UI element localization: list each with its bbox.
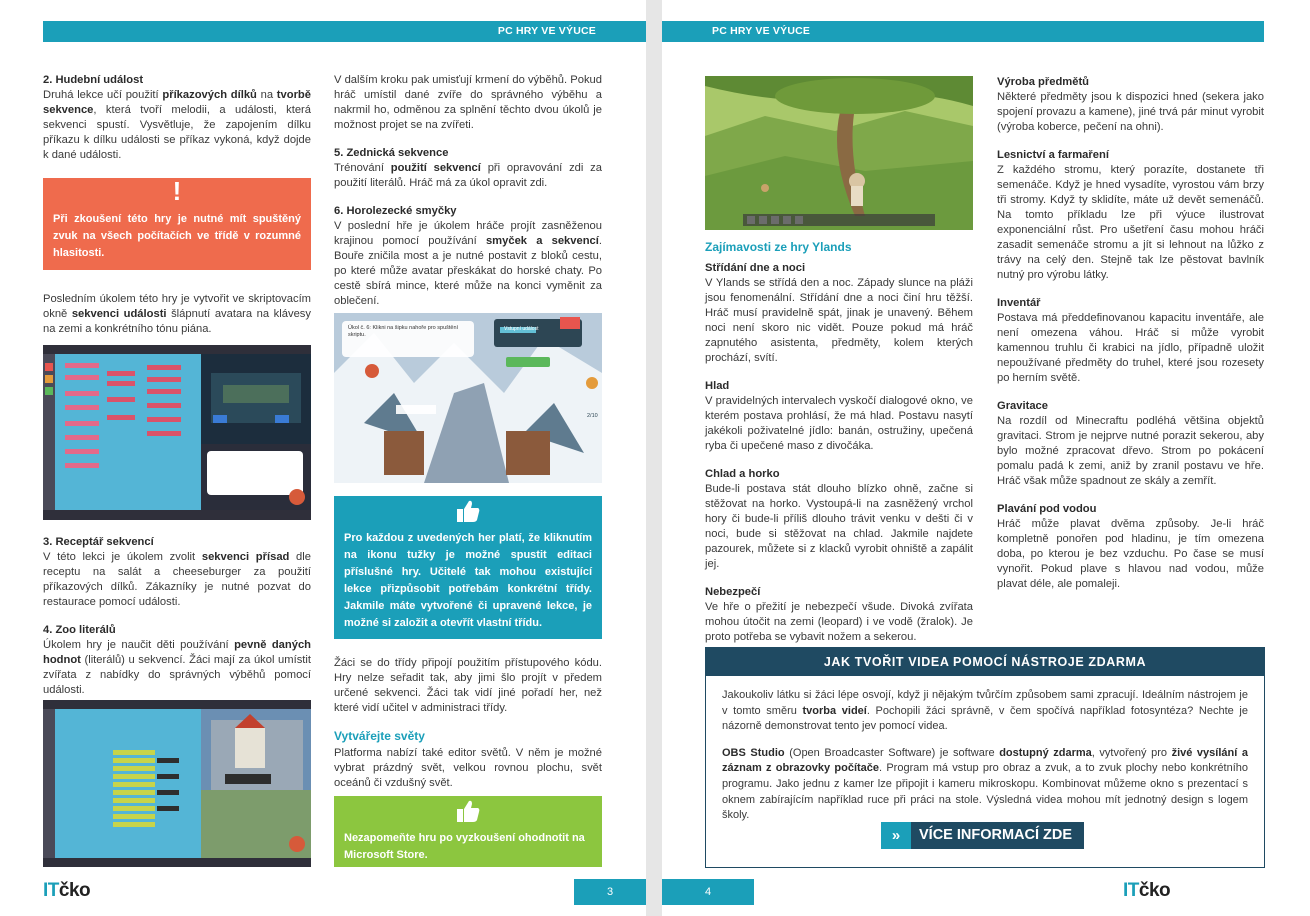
tip-text-rate: Nezapomeňte hru po vyzkoušení ohodnotit na Microsoft Store. xyxy=(344,832,585,861)
gravity-text: Na rozdíl od Minecraftu podléhá většina objektů gravitaci. Strom je nejprve nutné porazit sekerou, aby bylo možné zpracovat dřevo. Strom po pokácení pomalu padá k zemi, aniž by zranil postavu ve hře. Hráč však může spadnout ze skály a zemřít. xyxy=(997,415,1264,487)
page-number-left: 3 xyxy=(574,879,646,905)
forestry-text: Z každého stromu, který porazíte, dostanete tři semenáče. Když je hned vysadíte, vyrostou vám brzy tři stromy. Když ty sklidíte, máte už devět semenáčů. Na tomto příkladu lze při výuce ilustrovat exponenciální růst. Pro ušetření času mohou hráči zasadit semenáče stromu a jít si lehnout na lůžko z trávy na celý den. Stejně tak lze pěstovat bavlník nutný pro výrobu látky. xyxy=(997,164,1264,281)
screenshot-ylands xyxy=(705,76,973,230)
right-column-1 xyxy=(705,240,973,658)
snow-counter: 2/10 xyxy=(587,413,598,419)
itcko-logo-right: ITčko xyxy=(1123,880,1171,901)
day-night-text: V Ylands se střídá den a noc. Západy slunce na pláži jsou fenomenální. Střídání dne a noci činí hru těžší. Hráč musí pravidelně spát, jinak je unavený. Během noci není skoro nic vidět. Pouze pokud má hráč zapnutého asistenta, předměty, kolem kterých prochází, svítí. xyxy=(705,277,973,364)
exclamation-icon: ! xyxy=(172,176,182,206)
gravity-heading: Gravitace xyxy=(997,400,1048,412)
ylands-landscape-illustration xyxy=(705,76,973,230)
inventory-text: Postava má předdefinovanou kapacitu inventáře, ale není omezena váhou. Hráč si může vyrobit kamennou truhlu či krabici na jídlo, případně uložit nepoužívané předměty do truhel, které jsou rozesety po herním světě. xyxy=(997,312,1264,384)
inventory-heading: Inventář xyxy=(997,297,1041,309)
right-column-2 xyxy=(997,75,1264,605)
more-info-label: VÍCE INFORMACÍ ZDE xyxy=(911,822,1084,849)
tip-box-edit xyxy=(334,496,602,639)
screenshot-hudebni-udalost xyxy=(43,345,311,520)
crafting-heading: Výroba předmětů xyxy=(997,76,1090,88)
left-column-2-lower xyxy=(334,656,602,804)
obs-studio-text: OBS Studio (Open Broadcaster Software) je software dostupný zdarma, vytvořený pro živé vysílání a záznam z obrazovky počítače. Program má vstup pro obraz a zvuk, a to zvuk plochy nebo konkrétního programu. Jako jednu z kamer lze připojit i kameru mikroskopu. Kombinovat můžeme okno s prezentací s oknem zabírajícím například ruce při práci na stole. Výsledná videa mohou mít jednotný design s logem školy. xyxy=(722,746,1248,822)
swimming-text: Hráč může plavat dvěma způsoby. Je-li hráč kompletně ponořen pod hladinu, je tím omezena doba, po kterou je bez vzduchu. Po čase se musí vynořit. Pokud plave s hlavou nad vodou, může plavat déle, ale pomaleji. xyxy=(997,518,1264,590)
left-page xyxy=(0,0,646,916)
tip-text-edit: Pro každou z uvedených her platí, že kliknutím na ikonu tužky je možné spustit editaci příslušné hry. Učitelé tak mohou existující lekce přizpůsobit potřebám konkrétní třídy. Jakmile máte vytvořené či upravené lekce, je možné si založit a otevřít vlastní třídu. xyxy=(344,532,592,629)
left-column-1-after xyxy=(43,292,311,350)
more-info-button[interactable] xyxy=(881,822,1084,849)
video-intro-text: Jakoukoliv látku si žáci lépe osvojí, když ji nějakým tvůrčím způsobem sami zpracují. Ideálním nástrojem je v tomto směru tvorba videí. Pochopili žáci správně, v čem spočívá například fotosyntéza? Nechte je názorně demonstrovat tento jev pomocí videa. xyxy=(722,689,1248,733)
header-title-left: PC HRY VE VÝUCE xyxy=(497,25,596,37)
screenshot-zoo-literalu xyxy=(43,700,311,867)
code-editor-illustration xyxy=(43,345,311,520)
ylands-heading: Zajímavosti ze hry Ylands xyxy=(705,240,852,254)
section-heading-5: 5. Zednická sekvence xyxy=(334,147,449,159)
tip-box-rate xyxy=(334,796,602,867)
thumbs-up-icon xyxy=(455,798,481,824)
video-box-body xyxy=(706,676,1264,824)
right-page xyxy=(662,0,1310,916)
crafting-text: Některé předměty jsou k dispozici hned (sekera jako spojení provazu a kamene), jiné trvá pár minut vyrobit (výroba koberce, pečení na ohni). xyxy=(997,91,1264,133)
section-text-3: V této lekci je úkolem zvolit sekvenci přísad dle receptu na salát a cheeseburger za použití příkazových dílků. Zákazníky je nutné pozvat do restaurace pomocí události. xyxy=(43,551,311,608)
day-night-heading: Střídání dne a noci xyxy=(705,262,806,274)
class-join-text: Žáci se do třídy připojí použitím přístupového kódu. Hry nelze seřadit tak, aby jimi šlo projít v předem určené sekvenci. Žáci tak vidí jiné pořadí her, než které vidí učitel v administraci třídy. xyxy=(334,657,602,714)
section-text-6: V poslední hře je úkolem hráče projít zasněženou krajinou pomocí používání smyček a sekvencí. Bouře zničila most a je nutné postavit z bloků cestu, po které může avatar přeskákat do horské chaty. Po cestě sbírá mince, které může na konci vyměnit za oblečení. xyxy=(334,220,602,307)
header-bar-right xyxy=(662,21,1264,42)
left-column-1 xyxy=(43,73,311,176)
zoo-continuation-text: V dalším kroku pak umisťují krmení do výběhů. Pokud hráč umístil dané zvíře do správného výběhu a nakrmil ho, odměnou za splnění těchto dvou úkolů je možnost projet se na zvířeti. xyxy=(334,74,602,131)
swimming-heading: Plavání pod vodou xyxy=(997,503,1097,515)
page-number-right: 4 xyxy=(662,879,754,905)
screenshot-horolezecke-smycky xyxy=(334,313,602,483)
cold-heat-heading: Chlad a horko xyxy=(705,468,780,480)
hunger-text: V pravidelných intervalech vyskočí dialogové okno, ve kterém postava prohlásí, že má hlad. Postavu nasytí jakékoli poživatelné jídlo: banán, ostružiny, upečená ryba či upečené maso z divočáka. xyxy=(705,395,973,452)
section-heading-3: 3. Receptář sekvencí xyxy=(43,536,154,548)
left-column-1-lower xyxy=(43,535,311,711)
danger-text: Ve hře o přežití je nebezpečí všude. Divoká zvířata mohou útočit na zemi (leopard) i ve vodě (žralok). Je proto potřeba se vybavit nožem a sekerou. xyxy=(705,601,973,643)
thumbs-up-icon xyxy=(455,498,481,524)
cold-heat-text: Bude-li postava stát dlouho blízko ohně, začne si stěžovat na horko. Vystoupá-li na zasněžený vrchol hory či bude-li příliš dlouho trávit venku v dešti či v noci, bude si stěžovat na chlad. Jakmile najdete pazourek, můžete si z klacků vyrobit ohniště a zapálit jej. xyxy=(705,483,973,570)
section-heading-2: 2. Hudební událost xyxy=(43,74,144,86)
zoo-editor-illustration xyxy=(43,700,311,867)
forestry-heading: Lesnictví a farmaření xyxy=(997,149,1109,161)
video-box-title: JAK TVOŘIT VIDEA POMOCÍ NÁSTROJE ZDARMA xyxy=(706,648,1264,676)
section-heading-4: 4. Zoo literálů xyxy=(43,624,116,636)
itcko-logo-left: ITčko xyxy=(43,880,91,901)
worlds-heading: Vytvářejte světy xyxy=(334,729,425,743)
snow-dialog-text: Úkol č. 6: Klikni na šipku nahoře pro spuštění skriptu. xyxy=(348,325,459,338)
header-title-right: PC HRY VE VÝUCE xyxy=(712,25,811,37)
worlds-text: Platforma nabízí také editor světů. V něm je možné vybrat prázdný svět, velkou rovnou plochu, svět oceánů či vzdušný svět. xyxy=(334,747,602,789)
double-chevron-icon: » xyxy=(881,822,911,849)
video-info-box xyxy=(705,647,1265,868)
snow-block-label: Vstupní událost xyxy=(504,326,539,332)
section-heading-6: 6. Horolezecké smyčky xyxy=(334,205,457,217)
section-text-5: Trénování použití sekvencí při opravování zdi za použití literálů. Hráč má za úkol opravit zdi. xyxy=(334,162,602,189)
section-text-4: Úkolem hry je naučit děti používání pevně daných hodnot (literálů) u sekvencí. Žáci mají za úkol umístit zvířata z nabídky do správných výběhů pomocí události. xyxy=(43,639,311,696)
left-column-2 xyxy=(334,73,602,322)
header-bar-left xyxy=(43,21,646,42)
warning-text: Při zkoušení této hry je nutné mít spuštěný zvuk na všech počítačích ve třídě v rozumné hlasitosti. xyxy=(53,213,301,259)
hunger-heading: Hlad xyxy=(705,380,730,392)
danger-heading: Nebezpečí xyxy=(705,586,761,598)
warning-box xyxy=(43,178,311,270)
section-text-2: Druhá lekce učí použití příkazových dílků na tvorbě sekvence, která tvoří melodii, a události, která sekvenci spustí. Vysvětluje, že zapojením dílku příkazu k dílku události se příkaz vykoná, když dojde k dané události. xyxy=(43,89,311,161)
scripting-text: Posledním úkolem této hry je vytvořit ve skriptovacím okně sekvenci události šlápnutí avatara na klávesy na zemi a konkrétního tónu piána. xyxy=(43,293,311,335)
